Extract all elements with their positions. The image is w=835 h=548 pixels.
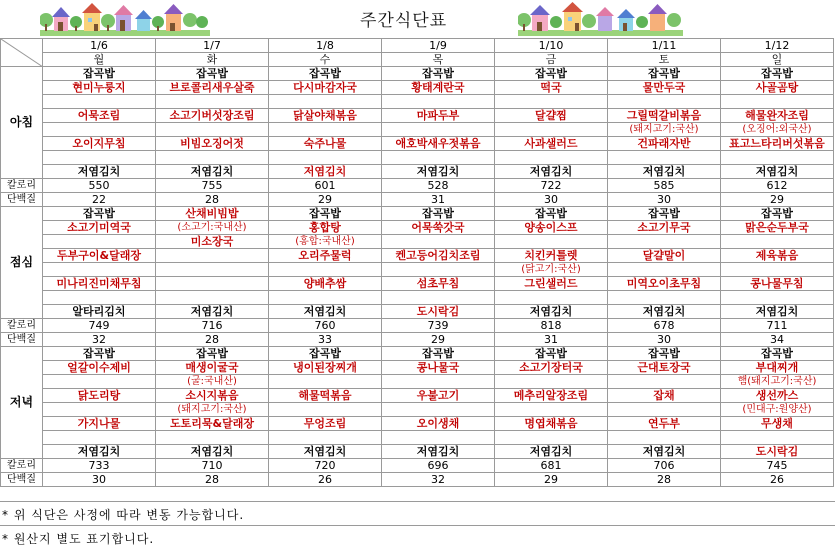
menu-item <box>43 375 156 389</box>
menu-item <box>269 151 382 165</box>
protein-value: 28 <box>156 473 269 487</box>
menu-item: 잡곡밥 <box>495 347 608 361</box>
day-cell: 월 <box>43 53 156 67</box>
menu-item <box>156 151 269 165</box>
day-cell: 토 <box>608 53 721 67</box>
calorie-row <box>1 179 834 193</box>
menu-item <box>43 291 156 305</box>
date-cell: 1/12 <box>721 39 834 53</box>
protein-value: 34 <box>721 333 834 347</box>
menu-item: 명엽채볶음 <box>495 417 608 431</box>
menu-item: 소고기버섯장조림 <box>156 109 269 123</box>
protein-value: 29 <box>721 193 834 207</box>
menu-row <box>1 403 834 417</box>
page-title: 주간식단표 <box>360 11 448 31</box>
menu-item: (민대구:원양산) <box>721 403 834 417</box>
menu-row <box>1 263 834 277</box>
menu-item: 섬초무침 <box>382 277 495 291</box>
menu-item <box>608 151 721 165</box>
menu-item <box>382 375 495 389</box>
menu-item <box>608 375 721 389</box>
footer-divider <box>0 501 835 502</box>
menu-item: 잡곡밥 <box>269 67 382 81</box>
menu-row <box>1 389 834 403</box>
menu-item: 무엉조림 <box>269 417 382 431</box>
menu-item: (돼지고기:국산) <box>608 123 721 137</box>
menu-item <box>382 403 495 417</box>
menu-item: 다시마감자국 <box>269 81 382 95</box>
menu-item: 근대토장국 <box>608 361 721 375</box>
menu-item: 두부구이&달래장 <box>43 249 156 263</box>
menu-item: 그릴떡갈비볶음 <box>608 109 721 123</box>
protein-value: 22 <box>43 193 156 207</box>
menu-item: 현미누룽지 <box>43 81 156 95</box>
date-cell: 1/6 <box>43 39 156 53</box>
date-cell: 1/11 <box>608 39 721 53</box>
menu-item <box>43 235 156 249</box>
protein-value: 30 <box>495 193 608 207</box>
menu-item: 잡곡밥 <box>43 347 156 361</box>
calorie-value: 711 <box>721 319 834 333</box>
menu-item: 냉이된장찌개 <box>269 361 382 375</box>
menu-item: 무생채 <box>721 417 834 431</box>
menu-item: 해물떡볶음 <box>269 389 382 403</box>
menu-item <box>156 431 269 445</box>
menu-item <box>156 291 269 305</box>
menu-item <box>495 431 608 445</box>
menu-item: 잡곡밥 <box>382 347 495 361</box>
day-cell: 금 <box>495 53 608 67</box>
menu-item: 오리주물럭 <box>269 249 382 263</box>
menu-item: 도시락김 <box>721 445 834 459</box>
menu-item: 미나리진미채무침 <box>43 277 156 291</box>
menu-item: 저염김치 <box>495 165 608 179</box>
calorie-value: 528 <box>382 179 495 193</box>
menu-item: 저염김치 <box>43 165 156 179</box>
menu-item: 메추리알장조림 <box>495 389 608 403</box>
menu-item <box>382 263 495 277</box>
day-cell: 목 <box>382 53 495 67</box>
menu-item: 저염김치 <box>269 445 382 459</box>
menu-item: 미역오이초무침 <box>608 277 721 291</box>
menu-item: 알타리김치 <box>43 305 156 319</box>
menu-item <box>608 235 721 249</box>
day-row <box>1 53 834 67</box>
date-row <box>1 39 834 53</box>
calorie-value: 720 <box>269 459 382 473</box>
menu-item <box>156 95 269 109</box>
menu-item <box>382 151 495 165</box>
protein-value: 30 <box>608 333 721 347</box>
protein-value: 31 <box>382 193 495 207</box>
menu-item: 저염김치 <box>156 305 269 319</box>
menu-item <box>269 403 382 417</box>
protein-value: 28 <box>608 473 721 487</box>
calorie-value: 818 <box>495 319 608 333</box>
menu-row <box>1 291 834 305</box>
calorie-label: 칼로리 <box>1 459 43 473</box>
menu-row <box>1 109 834 123</box>
calorie-value: 706 <box>608 459 721 473</box>
menu-item <box>269 375 382 389</box>
menu-item <box>721 431 834 445</box>
menu-item: 황태계란국 <box>382 81 495 95</box>
village-decoration-left <box>40 2 210 36</box>
menu-row <box>1 81 834 95</box>
menu-item <box>382 235 495 249</box>
menu-item: 잡곡밥 <box>269 207 382 221</box>
menu-item: 브로콜리새우살죽 <box>156 81 269 95</box>
menu-item <box>43 95 156 109</box>
menu-item: 사과샐러드 <box>495 137 608 151</box>
menu-item: 마파두부 <box>382 109 495 123</box>
menu-item: (닭고기:국산) <box>495 263 608 277</box>
menu-item: 어묵조림 <box>43 109 156 123</box>
menu-item: 잡곡밥 <box>495 67 608 81</box>
menu-item: 해물완자조림 <box>721 109 834 123</box>
menu-item: 저염김치 <box>382 445 495 459</box>
protein-value: 28 <box>156 333 269 347</box>
meal-label: 아침 <box>1 67 43 179</box>
calorie-value: 745 <box>721 459 834 473</box>
protein-row <box>1 333 834 347</box>
protein-label: 단백질 <box>1 473 43 487</box>
calorie-value: 722 <box>495 179 608 193</box>
menu-item: (홍합:국내산) <box>269 235 382 249</box>
menu-row <box>1 151 834 165</box>
menu-item <box>382 431 495 445</box>
menu-item: 우불고기 <box>382 389 495 403</box>
menu-item: 소고기장터국 <box>495 361 608 375</box>
protein-value: 29 <box>382 333 495 347</box>
menu-item <box>495 375 608 389</box>
menu-item: 양송이스프 <box>495 221 608 235</box>
menu-item: 홍합탕 <box>269 221 382 235</box>
protein-value: 30 <box>43 473 156 487</box>
menu-item: 햄(돼지고기:국산) <box>721 375 834 389</box>
menu-item: 소고기미역국 <box>43 221 156 235</box>
menu-item: 닭도리탕 <box>43 389 156 403</box>
date-cell: 1/9 <box>382 39 495 53</box>
menu-item: 저염김치 <box>495 305 608 319</box>
calorie-value: 585 <box>608 179 721 193</box>
menu-item: 그린샐러드 <box>495 277 608 291</box>
menu-item: 잡곡밥 <box>156 347 269 361</box>
protein-label: 단백질 <box>1 193 43 207</box>
menu-item: 산채비빔밥 <box>156 207 269 221</box>
day-cell: 일 <box>721 53 834 67</box>
calorie-label: 칼로리 <box>1 179 43 193</box>
date-cell: 1/7 <box>156 39 269 53</box>
menu-item: 저염김치 <box>608 445 721 459</box>
menu-item: 생선까스 <box>721 389 834 403</box>
menu-item <box>721 291 834 305</box>
meal-label: 점심 <box>1 207 43 319</box>
menu-item: 저염김치 <box>608 165 721 179</box>
menu-item: 표고느타리버섯볶음 <box>721 137 834 151</box>
footer-divider <box>0 525 835 526</box>
menu-item <box>382 291 495 305</box>
menu-item: (소고기:국내산) <box>156 221 269 235</box>
calorie-value: 678 <box>608 319 721 333</box>
protein-value: 29 <box>495 473 608 487</box>
menu-item: 애호박새우젓볶음 <box>382 137 495 151</box>
menu-item: 숙주나물 <box>269 137 382 151</box>
protein-value: 28 <box>156 193 269 207</box>
day-cell: 화 <box>156 53 269 67</box>
menu-item <box>382 95 495 109</box>
menu-item: 콩나물국 <box>382 361 495 375</box>
menu-item <box>721 151 834 165</box>
menu-item: 소고기무국 <box>608 221 721 235</box>
menu-item <box>721 235 834 249</box>
menu-item <box>608 403 721 417</box>
calorie-value: 733 <box>43 459 156 473</box>
menu-item <box>156 277 269 291</box>
day-cell: 수 <box>269 53 382 67</box>
menu-item <box>495 403 608 417</box>
menu-item: 미소장국 <box>156 235 269 249</box>
menu-item <box>156 249 269 263</box>
menu-item: 제육볶음 <box>721 249 834 263</box>
menu-item: 잡곡밥 <box>721 207 834 221</box>
menu-item: 비빔오징어젓 <box>156 137 269 151</box>
menu-item <box>43 263 156 277</box>
menu-row <box>1 123 834 137</box>
menu-item <box>608 291 721 305</box>
protein-label: 단백질 <box>1 333 43 347</box>
menu-item: 떡국 <box>495 81 608 95</box>
menu-item: 잡곡밥 <box>608 67 721 81</box>
menu-item <box>43 151 156 165</box>
menu-item: 콩나물무침 <box>721 277 834 291</box>
date-cell: 1/8 <box>269 39 382 53</box>
menu-row <box>1 95 834 109</box>
calorie-value: 601 <box>269 179 382 193</box>
menu-item: 잡곡밥 <box>721 347 834 361</box>
calorie-value: 550 <box>43 179 156 193</box>
menu-item: 저염김치 <box>156 445 269 459</box>
menu-item <box>269 291 382 305</box>
protein-value: 32 <box>43 333 156 347</box>
menu-item <box>156 123 269 137</box>
menu-item: 저염김치 <box>269 305 382 319</box>
protein-value: 29 <box>269 193 382 207</box>
menu-item: (굴:국내산) <box>156 375 269 389</box>
menu-row <box>1 137 834 151</box>
menu-item <box>495 123 608 137</box>
menu-item: 어묵쑥갓국 <box>382 221 495 235</box>
village-decoration-right <box>518 2 683 36</box>
menu-item: 매생이굴국 <box>156 361 269 375</box>
menu-item <box>608 95 721 109</box>
menu-item: 켄고등어김치조림 <box>382 249 495 263</box>
menu-row <box>1 361 834 375</box>
weekly-menu-table <box>0 38 834 487</box>
protein-value: 30 <box>608 193 721 207</box>
menu-item: (돼지고기:국산) <box>156 403 269 417</box>
menu-row <box>1 347 834 361</box>
protein-value: 31 <box>495 333 608 347</box>
header <box>0 0 835 38</box>
menu-item: 오이지무침 <box>43 137 156 151</box>
menu-item: 잡곡밥 <box>382 207 495 221</box>
menu-item: 잡곡밥 <box>495 207 608 221</box>
menu-item: 저염김치 <box>156 165 269 179</box>
protein-value: 26 <box>721 473 834 487</box>
menu-row <box>1 67 834 81</box>
menu-item: 저염김치 <box>495 445 608 459</box>
menu-row <box>1 305 834 319</box>
menu-item <box>608 431 721 445</box>
calorie-value: 612 <box>721 179 834 193</box>
menu-item: 달걀찜 <box>495 109 608 123</box>
menu-row <box>1 417 834 431</box>
menu-item: 잡곡밥 <box>43 207 156 221</box>
menu-item: 저염김치 <box>721 165 834 179</box>
menu-item: 치킨커틀렛 <box>495 249 608 263</box>
menu-item: 건파래자반 <box>608 137 721 151</box>
menu-row <box>1 431 834 445</box>
menu-item: 양배추쌈 <box>269 277 382 291</box>
footer-note-1: * 위 식단은 사정에 따라 변동 가능합니다. <box>2 508 245 522</box>
calorie-value: 710 <box>156 459 269 473</box>
menu-item: 연두부 <box>608 417 721 431</box>
menu-item: 잡곡밥 <box>608 347 721 361</box>
menu-item: 저염김치 <box>43 445 156 459</box>
menu-item <box>721 263 834 277</box>
menu-item: 사골곰탕 <box>721 81 834 95</box>
menu-item <box>43 123 156 137</box>
menu-item <box>269 263 382 277</box>
menu-item <box>43 431 156 445</box>
menu-item: 소시지볶음 <box>156 389 269 403</box>
menu-item: 잡곡밥 <box>721 67 834 81</box>
protein-value: 33 <box>269 333 382 347</box>
menu-item: 잡곡밥 <box>43 67 156 81</box>
header-corner <box>1 39 43 67</box>
menu-item <box>269 123 382 137</box>
footer-note-2: * 원산지 별도 표기합니다. <box>2 532 155 546</box>
calorie-value: 760 <box>269 319 382 333</box>
menu-item: 부대찌개 <box>721 361 834 375</box>
menu-item: 얼갈이수제비 <box>43 361 156 375</box>
menu-item: 물만두국 <box>608 81 721 95</box>
menu-item: 달걀말이 <box>608 249 721 263</box>
menu-item: 오이생채 <box>382 417 495 431</box>
menu-item: 저염김치 <box>721 305 834 319</box>
menu-item: 저염김치 <box>382 165 495 179</box>
menu-item: 가지나물 <box>43 417 156 431</box>
calorie-value: 749 <box>43 319 156 333</box>
menu-item: 잡곡밥 <box>382 67 495 81</box>
menu-row <box>1 235 834 249</box>
menu-row <box>1 207 834 221</box>
menu-item <box>495 151 608 165</box>
date-cell: 1/10 <box>495 39 608 53</box>
menu-item <box>495 235 608 249</box>
calorie-value: 739 <box>382 319 495 333</box>
calorie-value: 696 <box>382 459 495 473</box>
menu-item: 닭살야채볶음 <box>269 109 382 123</box>
protein-row <box>1 473 834 487</box>
protein-value: 26 <box>269 473 382 487</box>
protein-value: 32 <box>382 473 495 487</box>
menu-item <box>382 123 495 137</box>
menu-item: (오징어:외국산) <box>721 123 834 137</box>
menu-item <box>156 263 269 277</box>
protein-row <box>1 193 834 207</box>
menu-item: 저염김치 <box>608 305 721 319</box>
menu-row <box>1 165 834 179</box>
menu-item <box>721 95 834 109</box>
calorie-row <box>1 319 834 333</box>
menu-item: 맑은순두부국 <box>721 221 834 235</box>
menu-row <box>1 221 834 235</box>
menu-row <box>1 445 834 459</box>
menu-item <box>495 291 608 305</box>
menu-row <box>1 375 834 389</box>
calorie-value: 681 <box>495 459 608 473</box>
menu-item: 도토리묵&달래장 <box>156 417 269 431</box>
menu-row <box>1 249 834 263</box>
calorie-value: 755 <box>156 179 269 193</box>
menu-item: 잡채 <box>608 389 721 403</box>
menu-row <box>1 277 834 291</box>
menu-item <box>269 95 382 109</box>
menu-item <box>43 403 156 417</box>
menu-item: 잡곡밥 <box>156 67 269 81</box>
calorie-value: 716 <box>156 319 269 333</box>
calorie-row <box>1 459 834 473</box>
menu-item <box>269 431 382 445</box>
menu-item: 저염김치 <box>269 165 382 179</box>
menu-item: 도시락김 <box>382 305 495 319</box>
menu-item <box>608 263 721 277</box>
calorie-label: 칼로리 <box>1 319 43 333</box>
menu-item: 잡곡밥 <box>608 207 721 221</box>
menu-item <box>495 95 608 109</box>
menu-item: 잡곡밥 <box>269 347 382 361</box>
meal-label: 저녁 <box>1 347 43 459</box>
